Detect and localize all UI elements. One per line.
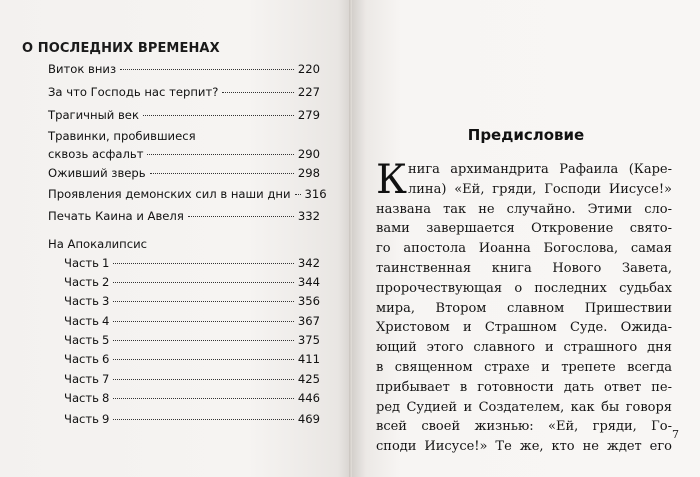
body-text-line: лина) «Ей, гряди, Господи Иисусе!» [408, 181, 672, 197]
toc-page-number: 375 [297, 333, 320, 347]
toc-entry [48, 165, 320, 181]
toc-entry-title: Оживший зверь [48, 166, 146, 180]
toc-entry [48, 84, 320, 100]
toc-entry-title: Печать Каина и Авеля [48, 209, 184, 223]
toc-dot-leader [113, 379, 293, 380]
toc-entry-title: Часть [64, 352, 100, 366]
toc-part-entry [64, 274, 320, 290]
toc-dot-leader [150, 173, 294, 174]
toc-entry-title-line: Травинки, пробившиеся [48, 129, 196, 143]
body-text-line: названа так не случайно. Этими сло- [376, 201, 672, 217]
toc-page-number: 469 [297, 412, 320, 426]
toc-page-number: 227 [297, 85, 320, 99]
toc-part-number: 1 [102, 256, 110, 270]
toc-dot-leader [188, 216, 294, 217]
toc-dot-leader [147, 154, 293, 155]
toc-dot-leader [143, 115, 294, 116]
toc-dot-leader [113, 301, 293, 302]
body-text-line: всей своей жизнью: «Ей, гряди, Го- [376, 419, 672, 435]
toc-entry-title: На Апокалипсис [48, 237, 148, 251]
body-text-line: ред Судией и Создателем, как бы говоря [376, 399, 672, 415]
body-text-line: таинственная книга Нового Завета, [376, 260, 672, 276]
toc-page-number: 220 [297, 62, 320, 76]
toc-page-number: 298 [297, 166, 320, 180]
toc-page-number: 356 [297, 294, 320, 308]
toc-entry-title: Часть [64, 275, 100, 289]
toc-dot-leader [222, 92, 293, 93]
toc-page-number: 367 [297, 314, 320, 328]
toc-heading: О ПОСЛЕДНИХ ВРЕМЕНАХ [22, 41, 220, 56]
toc-part-number: 3 [102, 294, 110, 308]
toc-entry-title: Проявления демонских сил в наши дни [48, 187, 291, 201]
toc-part-entry [64, 371, 320, 387]
body-text [376, 157, 672, 457]
toc-page-number: 425 [297, 372, 320, 386]
toc-part-number: 7 [102, 372, 110, 386]
body-text-line: прибывает в готовности дать ответ пе- [376, 379, 672, 395]
toc-entry-title: Часть [64, 333, 100, 347]
toc-dot-leader [120, 69, 294, 70]
body-text-line: мира, Втором славном Пришествии [376, 300, 672, 316]
toc-entry-title: Часть [64, 412, 100, 426]
right-page [352, 0, 700, 477]
toc-entry-title: Часть [64, 372, 100, 386]
body-text-line: ющий этого славного и страшного дня [376, 340, 672, 356]
toc-part-entry [64, 255, 320, 271]
body-text-line: споди Иисусе!» Те же, кто не ждет его [376, 439, 672, 455]
body-text-line: го апостола Иоанна Богослова, самая [376, 241, 672, 257]
toc-dot-leader [113, 398, 293, 399]
toc-dot-leader [113, 282, 293, 283]
body-text-line: Христовом и Страшном Суде. Ожида- [376, 320, 672, 336]
toc-page-number: 411 [297, 352, 320, 366]
body-text-line: пророчествующая о последних судьбах [376, 280, 672, 296]
section-title: Предисловие [467, 126, 585, 144]
toc-dot-leader [113, 263, 293, 264]
toc-dot-leader [295, 194, 301, 195]
toc-dot-leader [113, 359, 293, 360]
toc-entry [48, 208, 320, 224]
toc-part-entry [64, 293, 320, 309]
toc-entry-title: сквозь асфальт [48, 147, 144, 161]
toc-dot-leader [113, 340, 293, 341]
toc-part-entry [64, 390, 320, 406]
toc-entry-title: Виток вниз [48, 62, 117, 76]
toc-entry [48, 146, 320, 162]
toc-page-number: 446 [297, 391, 320, 405]
toc-entry [48, 236, 147, 252]
toc-entry [48, 107, 320, 123]
toc-entry-title: Трагичный век [48, 108, 139, 122]
body-text-line: нига архимандрита Рафаила (Каре- [408, 162, 672, 177]
toc-page-number: 290 [297, 147, 320, 161]
toc-page-number: 316 [304, 187, 327, 201]
toc-entry-title: Часть [64, 294, 100, 308]
toc-dot-leader [113, 419, 293, 420]
toc-part-entry [64, 332, 320, 348]
toc-page-number: 332 [297, 209, 320, 223]
toc-part-number: 8 [102, 391, 110, 405]
toc-entry-title: За что Господь нас терпит? [48, 85, 219, 99]
toc-part-entry [64, 411, 320, 427]
toc-part-number: 6 [102, 352, 110, 366]
toc-part-number: 5 [102, 333, 110, 347]
toc-page-number: 342 [297, 256, 320, 270]
toc-dot-leader [113, 321, 293, 322]
toc-part-entry [64, 313, 320, 329]
body-text-line: вами завершается Откровение свято- [376, 221, 672, 237]
toc-entry [48, 186, 327, 202]
toc-part-number: 4 [102, 314, 110, 328]
toc-entry-title: Часть [64, 314, 100, 328]
toc-page-number: 279 [297, 108, 320, 122]
toc-entry [48, 61, 320, 77]
page-number: 7 [672, 428, 679, 441]
toc-part-number: 2 [102, 275, 110, 289]
toc-page-number: 344 [297, 275, 320, 289]
toc-entry-title: Часть [64, 391, 100, 405]
toc-part-entry [64, 351, 320, 367]
toc-entry-title: Часть [64, 256, 100, 270]
drop-cap: К [376, 157, 407, 203]
toc-part-number: 9 [102, 412, 110, 426]
body-text-line: в священном страхе и трепете всегда [376, 359, 672, 375]
